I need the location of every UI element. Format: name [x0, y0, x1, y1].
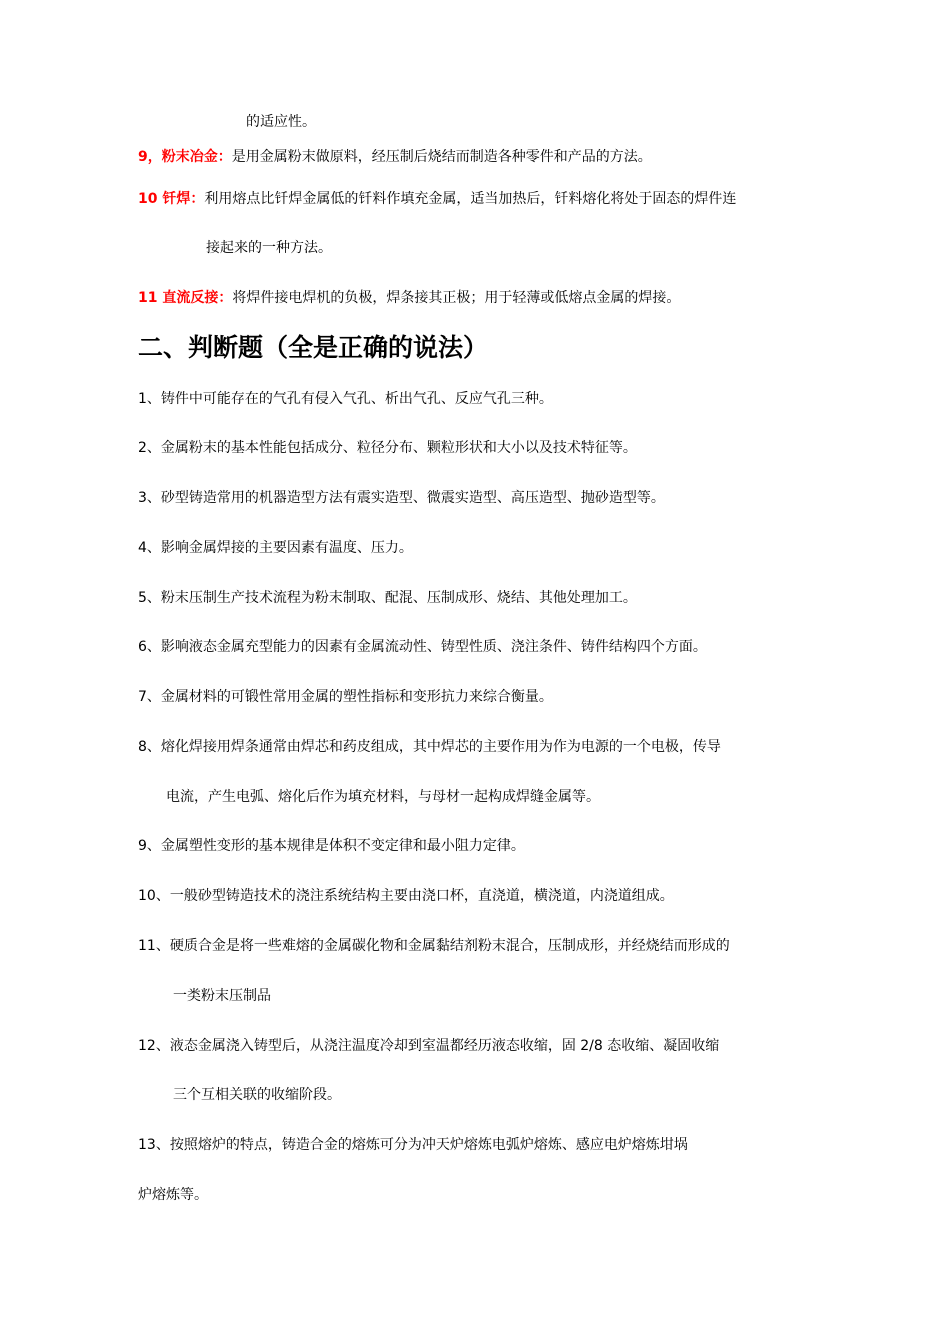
definition-text: 利用熔点比钎焊金属低的钎料作填充金属，适当加热后，钎料熔化将处于固态的焊件连	[204, 191, 737, 207]
list-item: 6、影响液态金属充型能力的因素有金属流动性、铸型性质、浇注条件、铸件结构四个方面。	[138, 639, 707, 655]
list-item: 8、熔化焊接用焊条通常由焊芯和药皮组成，其中焊芯的主要作用为作为电源的一个电极，传导	[138, 739, 721, 755]
list-item: 13、按照熔炉的特点，铸造合金的熔炼可分为冲天炉熔炼电弧炉熔炼、感应电炉熔炼坩埚	[138, 1137, 688, 1153]
list-item: 10、一般砂型铸造技术的浇注系统结构主要由浇口杯，直浇道，横浇道，内浇道组成。	[138, 888, 674, 904]
definition-item	[138, 288, 680, 308]
definition-item	[138, 189, 736, 209]
list-item-continuation: 三个互相关联的收缩阶段。	[173, 1087, 341, 1103]
definition-text: 将焊件接电焊机的负极，焊条接其正极；用于轻薄或低熔点金属的焊接。	[232, 290, 681, 306]
text-line: 接起来的一种方法。	[206, 240, 332, 256]
list-item: 9、金属塑性变形的基本规律是体积不变定律和最小阻力定律。	[138, 838, 525, 854]
list-item: 7、金属材料的可锻性常用金属的塑性指标和变形抗力来综合衡量。	[138, 689, 553, 705]
list-item-continuation: 炉熔炼等。	[138, 1187, 208, 1203]
list-item: 12、液态金属浇入铸型后，从浇注温度冷却到室温都经历液态收缩，固 2/8 态收缩、凝固收缩	[138, 1038, 720, 1054]
term-label: 10 钎焊：	[138, 191, 205, 207]
definition-text: 是用金属粉末做原料，经压制后烧结而制造各种零件和产品的方法。	[231, 149, 652, 165]
definition-item	[138, 147, 652, 167]
text-line: 的适应性。	[246, 114, 316, 130]
list-item: 5、粉末压制生产技术流程为粉末制取、配混、压制成形、烧结、其他处理加工。	[138, 590, 637, 606]
term-label: 9，粉末冶金：	[138, 149, 232, 165]
section-title: 二、判断题（全是正确的说法）	[138, 333, 489, 362]
list-item: 11、硬质合金是将一些难熔的金属碳化物和金属黏结剂粉末混合，压制成形，并经烧结而形成的	[138, 938, 730, 954]
list-item-continuation: 一类粉末压制品	[173, 988, 271, 1004]
list-item: 4、影响金属焊接的主要因素有温度、压力。	[138, 540, 413, 556]
list-item: 3、砂型铸造常用的机器造型方法有震实造型、微震实造型、高压造型、抛砂造型等。	[138, 490, 665, 506]
term-label: 11 直流反接：	[138, 290, 233, 306]
list-item: 1、铸件中可能存在的气孔有侵入气孔、析出气孔、反应气孔三种。	[138, 391, 553, 407]
list-item: 2、金属粉末的基本性能包括成分、粒径分布、颗粒形状和大小以及技术特征等。	[138, 440, 637, 456]
list-item-continuation: 电流，产生电弧、熔化后作为填充材料，与母材一起构成焊缝金属等。	[166, 789, 600, 805]
